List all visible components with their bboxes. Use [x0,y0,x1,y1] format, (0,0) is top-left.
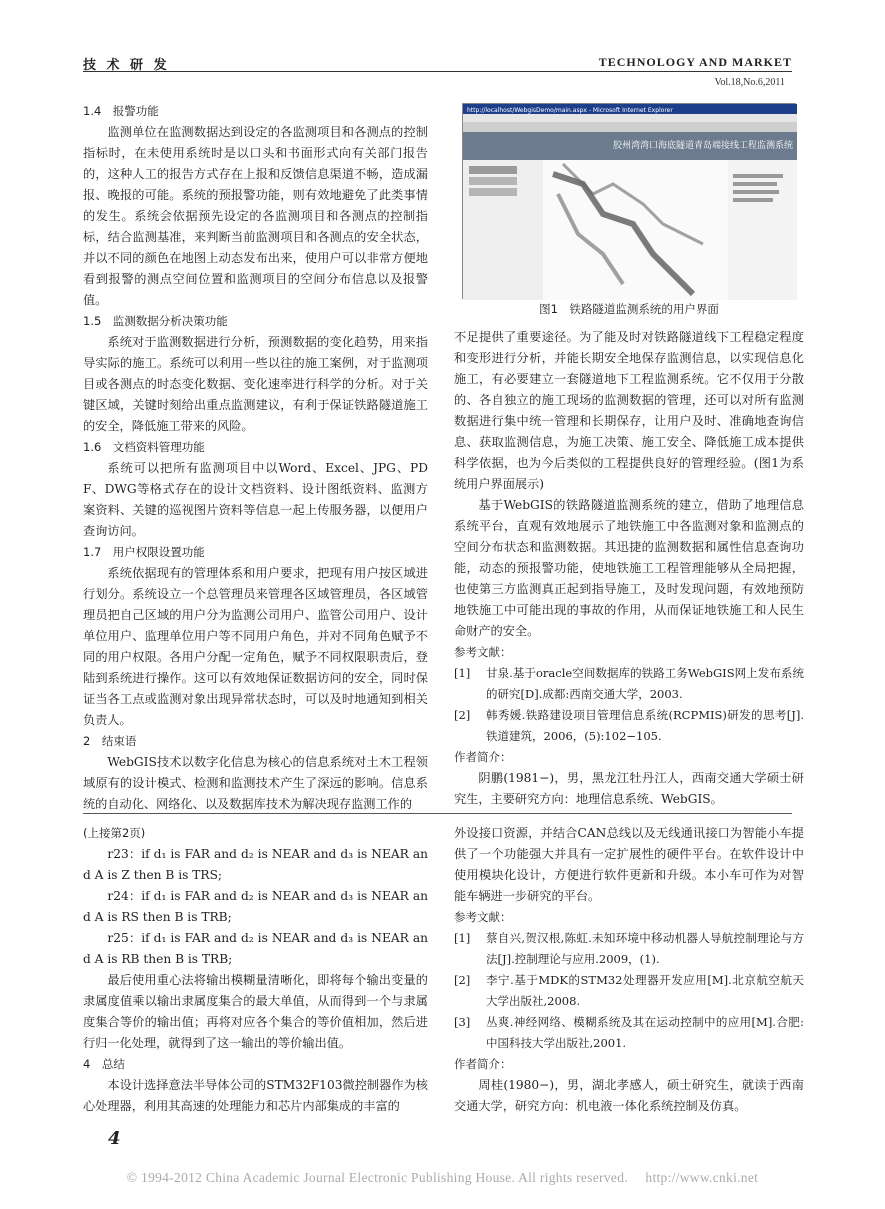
reference-text: 蔡自兴,贺汉根,陈虹.未知环境中移动机器人导航控制理论与方法[J].控制理论与应用.2009，(1). [486,931,804,966]
reference-number: [2] [454,973,471,987]
reference-number: [1] [454,666,471,680]
journal-section-title: 技 术 研 发 [83,58,170,73]
section-heading: 1.4 报警功能 [83,104,159,118]
right-column-top [454,327,804,810]
left-column-bottom [83,823,428,1117]
paragraph: 系统依据现有的管理体系和用户要求，把现有用户按区域进行划分。系统设立一个总管理员来管理各区域管理员，各区域管理员把自己区域的用户分为监测公司用户、监管公司用户、设计单位用户、监理单位用户等不同用户角色，并对不同角色赋予不同的用户权限。各用户分配一定角色，赋予不同权限职责后，登陆到系统进行操作。这可以有效地保证数据访问的安全，同时保证当各工点或监测对象出现异常状态时，可以及时地通知到相关负责人。 [83,566,428,727]
section-heading: 1.7 用户权限设置功能 [83,545,205,559]
paragraph: r25：if d₁ is FAR and d₂ is NEAR and d₃ is NEAR and A is RB then B is TRB; [83,931,428,966]
reference-number: [1] [454,931,471,945]
copyright-footer: © 1994-2012 China Academic Journal Electronic Publishing House. All rights reserved. http://www.cnki.net [126,1170,759,1185]
paragraph: r23：if d₁ is FAR and d₂ is NEAR and d₃ is NEAR and A is Z then B is TRS; [83,847,428,882]
paragraph: WebGIS技术以数字化信息为核心的信息系统对土木工程领域原有的设计模式、检测和监测技术产生了深远的影响。信息系统的自动化、网络化、以及数据库技术为解决现存监测工作的 [83,755,428,811]
paragraph: 监测单位在监测数据达到设定的各监测项目和各测点的控制指标时，在未使用系统时是以口头和书面形式向有关部门报告的，这种人工的报告方式存在上报和反馈信息渠道不畅，造成漏报、晚报的可能。系统的预报警功能，则有效地避免了此类事情的发生。系统会依据预先设定的各监测项目和各测点的控制指标，结合监测基准，来判断当前监测项目和各测点的安全状态，并以不同的颜色在地图上动态发布出来，使用户可以非常方便地看到报警的测点空间位置和监测项目的空间分布信息以及报警值。 [83,125,428,307]
reference-text: 韩秀媛.铁路建设项目管理信息系统(RCPMIS)研发的思考[J].铁道建筑，2006，(5):102−105. [486,708,804,743]
reference-text: 李宁.基于MDK的STM32处理器开发应用[M].北京航空航天大学出版社,2008. [486,973,804,1008]
reference-number: [2] [454,708,471,722]
figure-image [463,104,797,300]
section-heading: 1.5 监测数据分析决策功能 [83,314,228,328]
label: 作者简介： [454,1057,512,1071]
reference-text: 甘泉.基于oracle空间数据库的铁路工务WebGIS网上发布系统的研究[D].成都:西南交通大学，2003. [486,666,804,701]
label: 参考文献： [454,910,512,924]
figure-caption: 图1 铁路隧道监测系统的用户界面 [539,302,719,316]
paragraph: 外设接口资源，并结合CAN总线以及无线通讯接口为智能小车提供了一个功能强大并具有一定扩展性的硬件平台。在软件设计中使用模块化设计，方便进行软件更新和升级。本小车可作为对智能车辆进一步研究的平台。 [454,826,804,903]
figure-window-title: http://localhost/WebgisDemo/main.aspx - Microsoft Internet Explorer [467,107,673,114]
reference-item [454,928,804,970]
reference-text: 丛爽.神经网络、模糊系统及其在运动控制中的应用[M].合肥:中国科技大学出版社,2001. [486,1015,804,1050]
header-rule [83,71,792,72]
label: (上接第2页) [83,826,146,840]
paragraph: 不足提供了重要途径。为了能及时对铁路隧道线下工程稳定程度和变形进行分析，并能长期安全地保存监测信息，以实现信息化施工，有必要建立一套隧道地下工程监测系统。它不仅用于分散的、各自独立的施工现场的监测数据的管理，还可以对所有监测数据进行集中统一管理和长期保存，让用户及时、准确地查询信息、获取监测信息，为施工决策、施工安全、降低施工成本提供科学依据，也为今后类似的工程提供良好的管理经验。(图1为系统用户界面展示) [454,330,804,491]
label: 作者简介： [454,750,512,764]
reference-item [454,705,804,747]
paragraph: 最后使用重心法将输出模糊量清晰化，即将每个输出变量的隶属度值乘以输出隶属度集合的最大单值，从而得到一个与隶属度集合等价的输出值；再将对应各个集合的等价值相加，然后进行归一化处理，就得到了这一输出的等价输出值。 [83,973,428,1050]
reference-item [454,970,804,1012]
section-heading: 1.6 文档资料管理功能 [83,440,205,454]
left-column-top [83,101,428,815]
journal-name: TECHNOLOGY AND MARKET [598,55,792,69]
paragraph: 阴鹏(1981−)，男，黑龙江牡丹江人，西南交通大学硕士研究生，主要研究方向：地理信息系统、WebGIS。 [454,771,804,806]
reference-item [454,663,804,705]
article-divider [83,813,792,814]
paragraph: 系统对于监测数据进行分析，预测数据的变化趋势，用来指导实际的施工。系统可以利用一些以往的施工案例，对于监测项目或各测点的时态变化数据、变化速率进行科学的分析。对于关键区域，关键时刻给出重点监测建议，有利于保证铁路隧道施工的安全，降低施工带来的风险。 [83,335,428,433]
page-number: 4 [108,1128,121,1149]
paragraph: r24：if d₁ is FAR and d₂ is NEAR and d₃ is NEAR and A is RS then B is TRB; [83,889,428,924]
paragraph: 本设计选择意法半导体公司的STM32F103微控制器作为核心处理器，利用其高速的处理能力和芯片内部集成的丰富的 [83,1078,428,1113]
figure-banner: 胶州湾湾口海底隧道青岛端接线工程监测系统 [613,141,794,151]
paragraph: 基于WebGIS的铁路隧道监测系统的建立，借助了地理信息系统平台，直观有效地展示了地铁施工中各监测对象和监测点的空间分布状态和监测数据。其迅捷的监测数据和属性信息查询功能，动态的预报警功能，使地铁施工工程管理能够从全局把握，也使第三方监测真正起到指导施工，及时发现问题，有效地预防地铁施工中可能出现的事故的作用，从而保证地铁施工和人民生命财产的安全。 [454,498,804,638]
reference-item [454,1012,804,1054]
paragraph: 系统可以把所有监测项目中以Word、Excel、JPG、PDF、DWG等格式存在的设计文档资料、设计图纸资料、监测方案资料、关键的巡视图片资料等信息一起上传服务器，以便用户查询访问。 [83,461,428,538]
paragraph: 周桂(1980−)，男，湖北孝感人，硕士研究生，就读于西南交通大学，研究方向：机电液一体化系统控制及仿真。 [454,1078,804,1113]
right-column-bottom [454,823,804,1117]
figure-screenshot [462,103,796,299]
label: 参考文献： [454,645,512,659]
section-heading: 4 总结 [83,1057,125,1071]
reference-number: [3] [454,1015,471,1029]
section-heading: 2 结束语 [83,734,137,748]
journal-volume: Vol.18,No.6,2011 [714,77,785,88]
